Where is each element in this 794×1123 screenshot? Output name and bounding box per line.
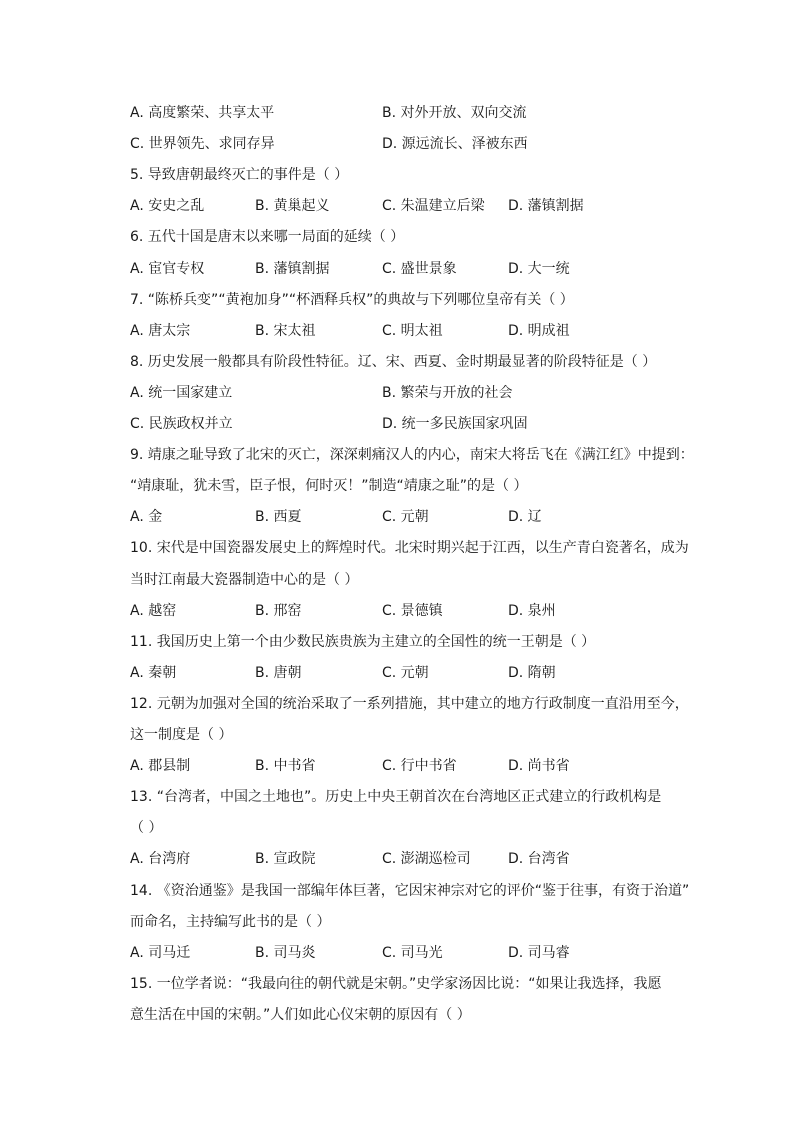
answer-option: B. 唐朝 (255, 665, 302, 681)
answer-option: A. 司马迁 (130, 945, 191, 961)
answer-option: B. 西夏 (255, 509, 302, 525)
answer-option: C. 行中书省 (382, 758, 457, 774)
answer-option: B. 藩镇割据 (255, 261, 330, 277)
answer-option: D. 明成祖 (508, 323, 570, 339)
answer-option: A. 高度繁荣、共享太平 (130, 105, 275, 121)
answer-option: A. 宦官专权 (130, 261, 205, 277)
answer-option: D. 统一多民族国家巩固 (382, 416, 528, 432)
answer-option: D. 台湾省 (508, 851, 570, 867)
answer-option: C. 司马光 (382, 945, 443, 961)
answer-option: B. 对外开放、双向交流 (382, 105, 527, 121)
question-text: 15. 一位学者说：“我最向往的朝代就是宋朝。”史学家汤因比说：“如果让我选择，我愿 (130, 976, 662, 992)
question-text: 8. 历史发展一般都具有阶段性特征。辽、宋、西夏、金时期最显著的阶段特征是（ ） (130, 354, 657, 370)
question-text: 当时江南最大瓷器制造中心的是（ ） (130, 572, 359, 588)
answer-option: A. 越窑 (130, 603, 177, 619)
answer-option: B. 宣政院 (255, 851, 316, 867)
answer-option: A. 唐太宗 (130, 323, 191, 339)
question-text: 7. “陈桥兵变”“黄袍加身”“杯酒释兵权”的典故与下列哪位皇帝有关（ ） (130, 292, 574, 308)
answer-option: B. 黄巢起义 (255, 198, 330, 214)
answer-option: A. 台湾府 (130, 851, 191, 867)
answer-option: A. 统一国家建立 (130, 385, 233, 401)
answer-option: B. 邢窑 (255, 603, 302, 619)
answer-option: B. 司马炎 (255, 945, 316, 961)
question-text: 意生活在中国的宋朝。”人们如此心仪宋朝的原因有（ ） (130, 1007, 471, 1023)
answer-option: C. 明太祖 (382, 323, 443, 339)
answer-option: C. 盛世景象 (382, 261, 457, 277)
question-text: 这一制度是（ ） (130, 727, 233, 743)
answer-option: A. 金 (130, 509, 163, 525)
answer-option: B. 中书省 (255, 758, 316, 774)
question-text: 6. 五代十国是唐末以来哪一局面的延续（ ） (130, 229, 405, 245)
answer-option: A. 安史之乱 (130, 198, 205, 214)
answer-option: C. 朱温建立后梁 (382, 198, 485, 214)
answer-option: A. 秦朝 (130, 665, 177, 681)
answer-option: C. 元朝 (382, 509, 429, 525)
answer-option: D. 泉州 (508, 603, 556, 619)
answer-option: C. 景德镇 (382, 603, 443, 619)
question-text: 11. 我国历史上第一个由少数民族贵族为主建立的全国性的统一王朝是（ ） (130, 634, 596, 650)
answer-option: D. 藩镇割据 (508, 198, 584, 214)
answer-option: C. 世界领先、求同存异 (130, 136, 275, 152)
answer-option: B. 宋太祖 (255, 323, 316, 339)
answer-option: C. 澎湖巡检司 (382, 851, 471, 867)
question-text: 9. 靖康之耻导致了北宋的灭亡，深深刺痛汉人的内心，南宋大将岳飞在《满江红》中提到： (130, 447, 694, 463)
question-text: 12. 元朝为加强对全国的统治采取了一系列措施，其中建立的地方行政制度一直沿用至今， (130, 696, 689, 712)
question-text: 14. 《资治通鉴》是我国一部编年体巨著，它因宋神宗对它的评价“鉴于往事，有资于治道” (130, 883, 690, 899)
answer-option: D. 司马睿 (508, 945, 570, 961)
answer-option: D. 源远流长、泽被东西 (382, 136, 528, 152)
answer-option: A. 郡县制 (130, 758, 191, 774)
answer-option: D. 辽 (508, 509, 542, 525)
answer-option: D. 尚书省 (508, 758, 570, 774)
question-text: 5. 导致唐朝最终灭亡的事件是（ ） (130, 167, 349, 183)
answer-option: D. 隋朝 (508, 665, 556, 681)
question-text: 10. 宋代是中国瓷器发展史上的辉煌时代。北宋时期兴起于江西，以生产青白瓷著名，成为 (130, 540, 689, 556)
question-text: 13. “台湾者，中国之土地也”。历史上中央王朝首次在台湾地区正式建立的行政机构是 (130, 789, 662, 805)
question-text: 而命名，主持编写此书的是（ ） (130, 914, 331, 930)
answer-option: C. 元朝 (382, 665, 429, 681)
answer-option: D. 大一统 (508, 261, 570, 277)
question-text: （ ） (130, 820, 163, 836)
question-text: “靖康耻，犹未雪，臣子恨，何时灭！”制造“靖康之耻”的是（ ） (130, 478, 528, 494)
answer-option: B. 繁荣与开放的社会 (382, 385, 513, 401)
answer-option: C. 民族政权并立 (130, 416, 233, 432)
